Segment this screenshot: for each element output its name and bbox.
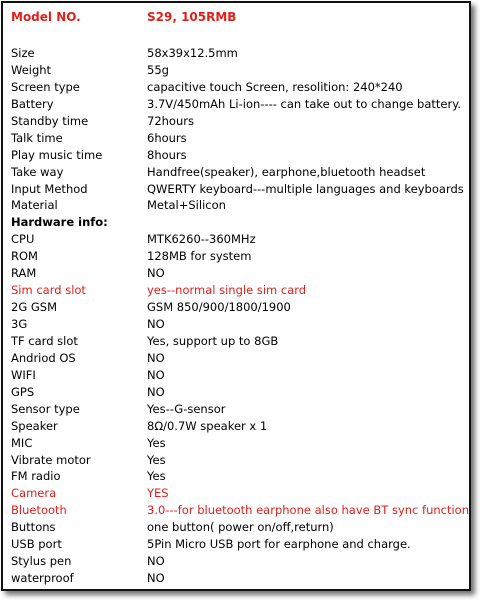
spec-table [11, 45, 471, 587]
spec-row-fm-radio [11, 468, 471, 485]
spec-value: 8Ω/0.7W speaker x 1 [147, 418, 268, 433]
section-heading-hardware [11, 214, 471, 231]
spec-value: Yes [147, 435, 166, 450]
spec-key: WIFI [11, 367, 36, 382]
spec-row-battery [11, 96, 471, 113]
spec-row-size [11, 45, 471, 62]
spec-value: Metal+Silicon [147, 198, 226, 213]
spec-row-3g [11, 316, 471, 333]
spec-row-weight [11, 62, 471, 79]
spec-key: Take way [11, 164, 64, 179]
spec-row-stylus-pen [11, 553, 471, 570]
spec-key: Size [11, 46, 35, 60]
spec-key: Material [11, 198, 58, 213]
spec-value: NO [147, 571, 165, 586]
spec-value: Handfree(speaker), earphone,bluetooth headset [147, 164, 426, 179]
spec-key: ROM [11, 249, 38, 264]
spec-row-wifi [11, 367, 471, 384]
spec-row-rom [11, 248, 471, 265]
spec-row-bluetooth [11, 502, 471, 519]
spec-value: 6hours [147, 130, 187, 145]
spec-value: 55g [147, 62, 169, 77]
spec-sheet-frame [1, 1, 471, 591]
spec-row-material [11, 197, 471, 214]
spec-row-take-way [11, 164, 471, 181]
section-title: Hardware info: [11, 215, 108, 230]
spec-key: Stylus pen [11, 554, 72, 569]
model-label: Model NO. [11, 10, 81, 24]
spec-row-talk-time [11, 130, 471, 147]
spec-row-play-music-time [11, 147, 471, 164]
spec-value: YES [147, 486, 169, 501]
spec-value: 72hours [147, 113, 194, 128]
spec-key: GPS [11, 384, 35, 399]
model-header [11, 10, 471, 27]
spec-row-ram [11, 265, 471, 282]
spec-key: FM radio [11, 469, 61, 484]
spec-value: NO [147, 266, 165, 281]
spec-value: NO [147, 554, 165, 569]
spec-key: Vibrate motor [11, 452, 91, 467]
spec-value: 128MB for system [147, 249, 252, 264]
spec-value: 5Pin Micro USB port for earphone and charge. [147, 537, 411, 552]
spec-key: Screen type [11, 79, 80, 94]
spec-value: 58x39x12.5mm [147, 46, 238, 60]
spec-value: Yes [147, 452, 166, 467]
spec-row-tf-card-slot [11, 333, 471, 350]
spec-row-mic [11, 435, 471, 452]
spec-key: waterproof [11, 571, 74, 586]
spec-row-usb-port [11, 536, 471, 553]
spec-key: Buttons [11, 520, 56, 535]
spec-value: 3.0---for bluetooth earphone also have BT sync function [147, 503, 469, 518]
spec-value: 3.7V/450mAh Li-ion---- can take out to change battery. [147, 96, 462, 111]
spec-key: MIC [11, 435, 33, 450]
spec-row-waterproof [11, 570, 471, 587]
spec-value: QWERTY keyboard---multiple languages and keyboards [147, 181, 464, 196]
spec-row-camera [11, 485, 471, 502]
spec-value: NO [147, 350, 165, 365]
spec-value: NO [147, 384, 165, 399]
spec-row-vibrate-motor [11, 452, 471, 469]
spec-value: 8hours [147, 147, 187, 162]
spec-row-android-os [11, 350, 471, 367]
spec-value: Yes [147, 469, 166, 484]
spec-key: Weight [11, 62, 52, 77]
spec-row-sim-card-slot [11, 282, 471, 299]
spec-key: Sim card slot [11, 283, 86, 298]
spec-key: TF card slot [11, 333, 78, 348]
spec-value: NO [147, 317, 165, 331]
model-value: S29, 105RMB [147, 10, 237, 24]
spec-row-standby-time [11, 113, 471, 130]
spec-key: USB port [11, 537, 62, 552]
spec-key: Talk time [11, 130, 63, 145]
spec-value: Yes, support up to 8GB [147, 333, 279, 348]
spec-value: MTK6260--360MHz [147, 232, 256, 247]
spec-value: capacitive touch Screen, resolition: 240*240 [147, 79, 403, 94]
spec-value: yes--normal single sim card [147, 283, 307, 298]
spec-key: Bluetooth [11, 503, 67, 518]
spec-value: one button( power on/off,return) [147, 520, 334, 535]
spec-row-gps [11, 384, 471, 401]
spec-key: Sensor type [11, 401, 80, 416]
spec-key: RAM [11, 266, 37, 281]
spec-row-cpu [11, 231, 471, 248]
spec-key: Battery [11, 96, 54, 111]
spec-row-buttons [11, 519, 471, 536]
spec-row-sensor-type [11, 401, 471, 418]
spec-row-2g-gsm [11, 299, 471, 316]
spec-value: Yes--G-sensor [147, 401, 226, 416]
spec-row-input-method [11, 181, 471, 198]
spec-key: Play music time [11, 147, 103, 162]
spec-key: CPU [11, 232, 35, 247]
spec-value: NO [147, 367, 165, 382]
spec-value: GSM 850/900/1800/1900 [147, 300, 291, 315]
spec-key: Speaker [11, 418, 58, 433]
spec-row-speaker [11, 418, 471, 435]
spec-key: Camera [11, 486, 57, 501]
spec-row-screen-type [11, 79, 471, 96]
spec-key: 2G GSM [11, 300, 58, 315]
spec-key: Andriod OS [11, 350, 76, 365]
spec-key: 3G [11, 317, 28, 331]
spec-key: Standby time [11, 113, 89, 128]
spec-key: Input Method [11, 181, 88, 196]
